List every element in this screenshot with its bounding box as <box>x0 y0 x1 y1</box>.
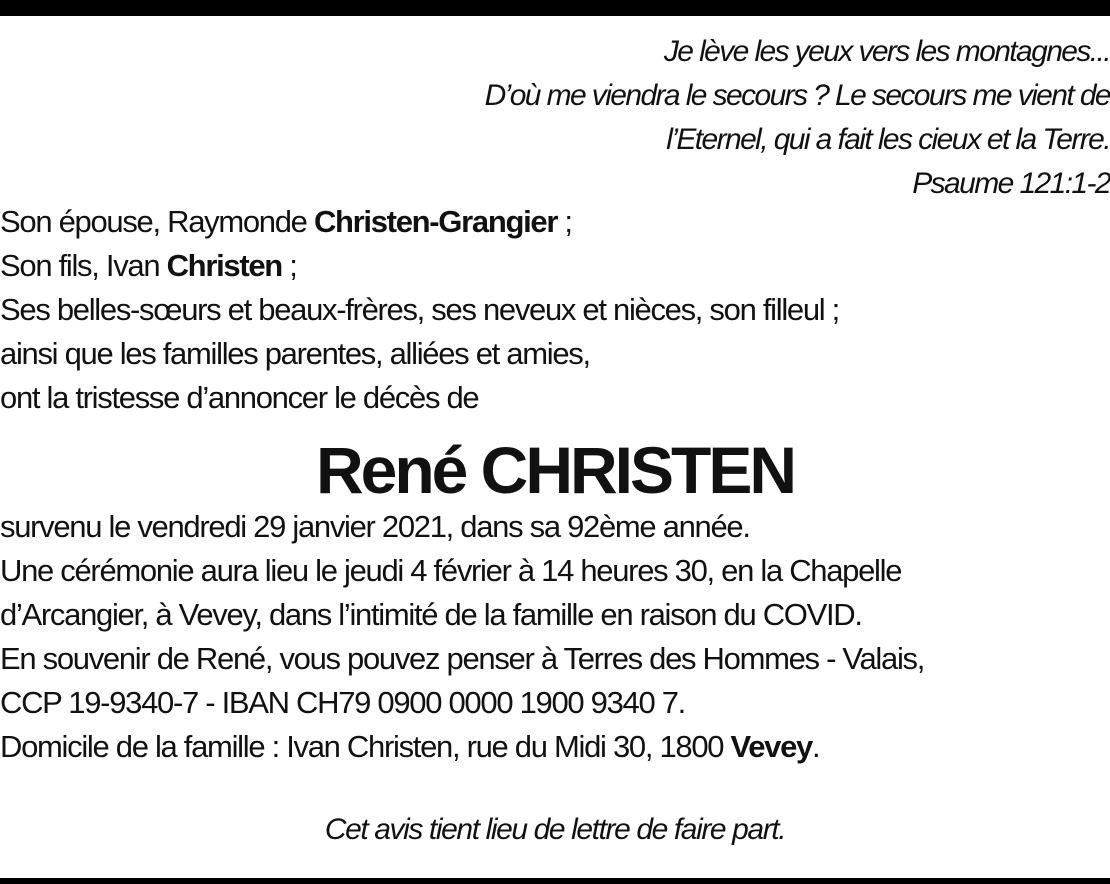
families-line: ainsi que les familles parentes, alliées et amies, <box>0 336 590 371</box>
donation-line-2: CCP 19-9340-7 - IBAN CH79 0900 0000 1900 9340 7. <box>0 685 685 720</box>
son-line <box>0 244 839 288</box>
mourners-list <box>0 200 839 420</box>
spouse-prefix: Son épouse, Raymonde <box>0 204 314 239</box>
address-city: Vevey <box>730 729 812 764</box>
deceased-name: René CHRISTEN <box>315 433 795 507</box>
ceremony-line-2: d’Arcangier, à Vevey, dans l’intimité de la famille en raison du COVID. <box>0 597 862 632</box>
top-border-rule <box>0 0 1110 16</box>
scripture-quote <box>485 30 1110 206</box>
relatives-line: Ses belles-sœurs et beaux-frères, ses neveux et nièces, son filleul ; <box>0 292 839 327</box>
son-name: Christen <box>166 248 282 283</box>
quote-line-1: Je lève les yeux vers les montagnes... <box>663 35 1110 68</box>
address-line <box>0 725 924 769</box>
quote-line-2: D’où me viendra le secours ? Le secours me vient de <box>484 79 1110 112</box>
son-suffix: ; <box>281 248 297 283</box>
bottom-border-rule <box>0 878 1110 884</box>
son-prefix: Son fils, Ivan <box>0 248 167 283</box>
death-line: survenu le vendredi 29 janvier 2021, dans sa 92ème année. <box>0 509 750 544</box>
quote-reference: Psaume 121:1-2 <box>912 167 1110 200</box>
ceremony-line-1: Une cérémonie aura lieu le jeudi 4 février à 14 heures 30, en la Chapelle <box>0 553 902 588</box>
address-suffix: . <box>811 729 820 764</box>
spouse-name: Christen-Grangier <box>313 204 558 239</box>
address-prefix: Domicile de la famille : Ivan Christen, rue du Midi 30, 1800 <box>0 729 731 764</box>
donation-line-1: En souvenir de René, vous pouvez penser à Terres des Hommes - Valais, <box>0 641 925 676</box>
funeral-details <box>0 505 924 769</box>
quote-line-3: l’Eternel, qui a fait les cieux et la Terre. <box>666 123 1110 156</box>
closing-note: Cet avis tient lieu de lettre de faire part. <box>324 813 786 846</box>
announcement-line: ont la tristesse d’annoncer le décès de <box>0 380 479 415</box>
spouse-line <box>0 200 839 244</box>
spouse-suffix: ; <box>557 204 572 239</box>
